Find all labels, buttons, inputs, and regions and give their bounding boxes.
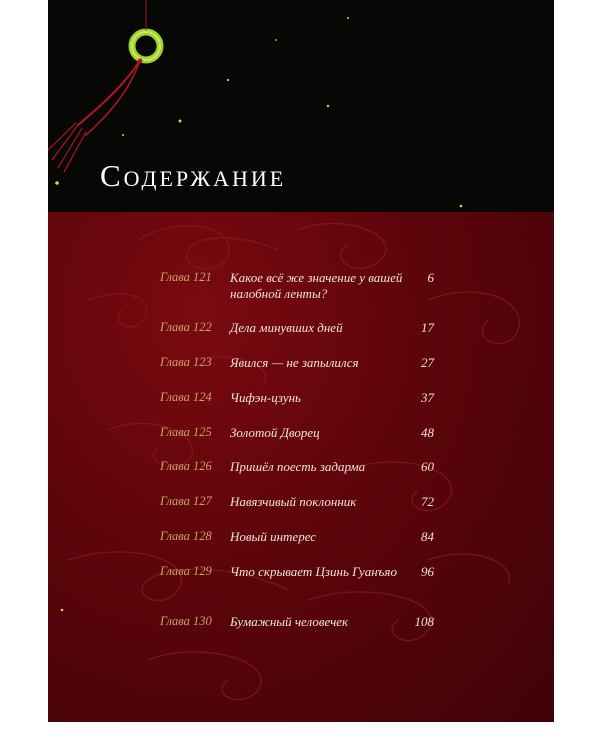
chapter-title: Дела минувших дней: [230, 320, 343, 335]
chapter-number: Глава 129: [160, 564, 212, 578]
chapter-number: Глава 127: [160, 494, 212, 508]
book-page: [48, 0, 554, 722]
page-title: Содержание: [100, 158, 287, 193]
chapter-number: Глава 125: [160, 425, 212, 439]
page-number: 96: [421, 564, 434, 579]
chapter-number: Глава 122: [160, 320, 212, 334]
page-number: 6: [427, 270, 434, 285]
chapter-title: Явился — не запылился: [230, 355, 359, 370]
page-number: 60: [421, 459, 434, 474]
chapter-title: Новый интерес: [230, 529, 317, 544]
page-number: 84: [421, 529, 434, 544]
chapter-number: Глава 128: [160, 529, 212, 543]
chapter-title: Какое всё же значение у вашей налобной ленты?: [230, 270, 403, 301]
chapter-title: Навязчивый поклонник: [230, 494, 357, 509]
chapter-title: Что скрывает Цзинь Гуанъяо: [230, 564, 397, 579]
page-number: 37: [421, 390, 434, 405]
page-number: 48: [421, 425, 434, 440]
table-of-contents: [48, 0, 554, 722]
page-number: 27: [421, 355, 434, 370]
chapter-number: Глава 121: [160, 270, 212, 284]
page-number: 17: [421, 320, 434, 335]
chapter-title: Пришёл поесть задарма: [230, 459, 366, 474]
chapter-number: Глава 130: [160, 614, 212, 628]
chapter-title: Бумажный человечек: [230, 614, 349, 629]
chapter-title: Чифэн-цзунь: [230, 390, 301, 405]
chapter-number: Глава 126: [160, 459, 212, 473]
page-number: 72: [421, 494, 434, 509]
chapter-number: Глава 123: [160, 355, 212, 369]
page-number: 108: [414, 614, 434, 629]
chapter-number: Глава 124: [160, 390, 212, 404]
chapter-title: Золотой Дворец: [230, 425, 320, 440]
